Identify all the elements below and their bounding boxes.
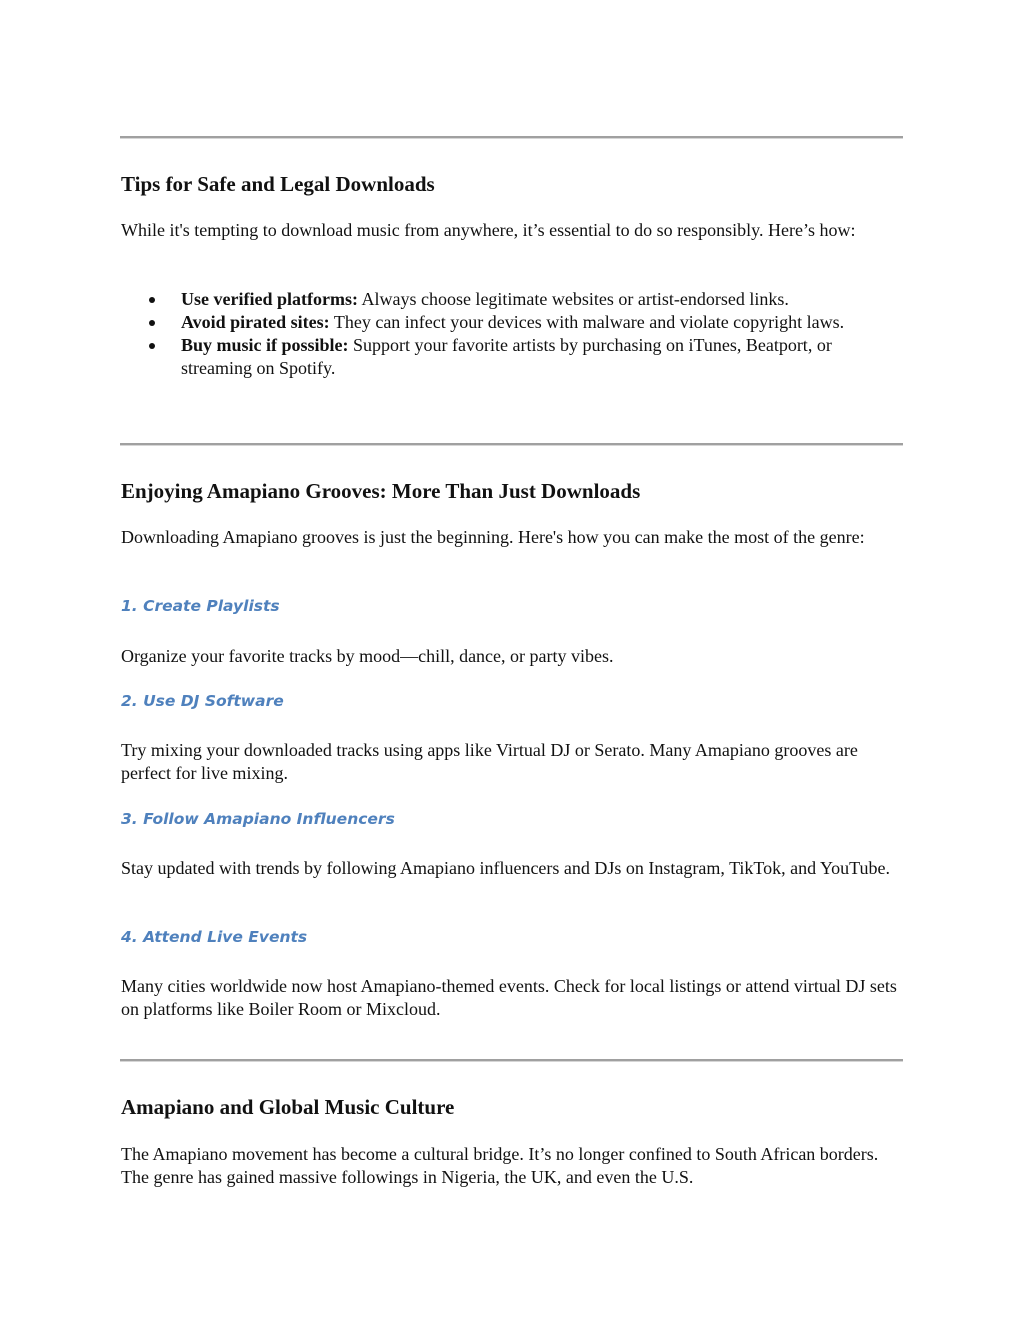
subheading-follow-influencers: 3. Follow Amapiano Influencers: [121, 810, 395, 828]
paragraph: Try mixing your downloaded tracks using apps like Virtual DJ or Serato. Many Amapiano grooves are perfect for live mixing.: [121, 740, 858, 783]
bullet-icon: [149, 297, 155, 303]
horizontal-rule: [120, 1059, 903, 1062]
bullet-icon: [149, 343, 155, 349]
subheading-use-dj-software: 2. Use DJ Software: [121, 692, 284, 710]
section-heading-safe-downloads: Tips for Safe and Legal Downloads: [121, 172, 435, 196]
section-intro: The Amapiano movement has become a cultural bridge. It’s no longer confined to South African borders. The genre has gained massive followings in Nigeria, the UK, and even the U.S.: [121, 1144, 879, 1187]
subheading-create-playlists: 1. Create Playlists: [121, 597, 280, 615]
list-item: [121, 334, 905, 380]
tip-label: Use verified platforms:: [181, 289, 358, 309]
section-heading-enjoying-grooves: Enjoying Amapiano Grooves: More Than Just Downloads: [121, 479, 641, 503]
section-intro: Downloading Amapiano grooves is just the beginning. Here's how you can make the most of the genre:: [121, 527, 865, 547]
list-item: [121, 288, 905, 311]
tip-text: Support your favorite artists by purchasing on iTunes, Beatport, or streaming on Spotify.: [181, 335, 832, 378]
tip-text: Always choose legitimate websites or artist-endorsed links.: [357, 289, 789, 309]
horizontal-rule: [120, 443, 903, 446]
paragraph: Stay updated with trends by following Amapiano influencers and DJs on Instagram, TikTok, and YouTube.: [121, 858, 891, 878]
tips-list: [121, 288, 905, 380]
paragraph: Organize your favorite tracks by mood—chill, dance, or party vibes.: [121, 646, 614, 666]
horizontal-rule: [120, 136, 903, 139]
list-item: [121, 311, 905, 334]
tip-label: Buy music if possible:: [181, 335, 349, 355]
section-heading-global-culture: Amapiano and Global Music Culture: [121, 1095, 455, 1119]
subheading-attend-live-events: 4. Attend Live Events: [121, 928, 308, 946]
section-intro: While it's tempting to download music from anywhere, it’s essential to do so responsibly. Here’s how:: [121, 220, 856, 240]
tip-label: Avoid pirated sites:: [181, 312, 330, 332]
bullet-icon: [149, 320, 155, 326]
tip-text: They can infect your devices with malware and violate copyright laws.: [329, 312, 845, 332]
paragraph: Many cities worldwide now host Amapiano-themed events. Check for local listings or attend virtual DJ sets on platforms like Boiler Room or Mixcloud.: [121, 976, 897, 1019]
